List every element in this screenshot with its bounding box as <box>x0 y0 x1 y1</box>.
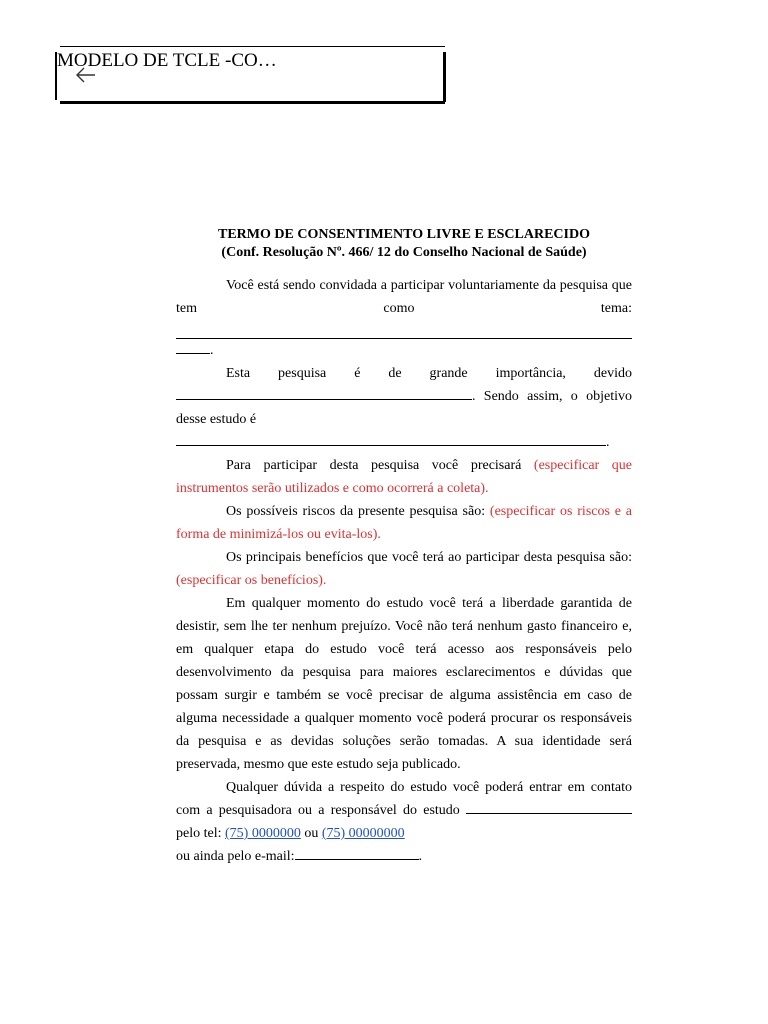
paragraph-6: Em qualquer momento do estudo você terá a liberdade garantida de desistir, sem lhe ter nenhum prejuízo. Você não terá nenhum gasto financeiro e, em qualquer etapa do estudo você terá acesso aos responsáveis pelo desenvolvimento da pesquisa para maiores esclarecimentos e dúvidas que possam surgir e também se você precisar de alguma assistência em caso de alguma necessidade a qualquer momento você poderá procurar os responsáveis da pesquisa e as devidas soluções serão tomadas. A sua identidade será preservada, mesmo que este estudo seja publicado. <box>176 596 632 772</box>
paragraph-7: Qualquer dúvida a respeito do estudo você poderá entrar em contato com a pesquisadora ou a responsável do estudo pelo tel: (75) 0000000 ou (75) 00000000 <box>176 780 632 841</box>
theme-blank-short <box>176 339 210 354</box>
p2-text-a: Esta pesquisa é de grande importância, devido <box>226 366 632 381</box>
document-title-header: MODELO DE TCLE -CO… <box>57 50 277 71</box>
reason-blank <box>176 385 472 400</box>
responsible-blank <box>466 799 632 814</box>
theme-blank-line-end: . <box>176 339 632 362</box>
consent-document <box>176 226 632 868</box>
paragraph-5: Os principais benefícios que você terá ao participar desta pesquisa são: (especificar os benefícios). <box>176 550 632 588</box>
p2-text-b: . Sendo assim, o objetivo desse estudo é <box>176 389 632 427</box>
phone-link-2[interactable]: (75) 00000000 <box>321 826 405 841</box>
objective-blank-line: . <box>176 431 632 454</box>
paragraph-4: Os possíveis riscos da presente pesquisa são: (especificar os riscos e a forma de minimizá-los ou evita-los). <box>176 504 632 542</box>
theme-blank-line <box>176 320 632 339</box>
paragraph-3: Para participar desta pesquisa você precisará (especificar que instrumentos serão utilizados e como ocorrerá a coleta). <box>176 458 632 496</box>
header-bottom-rule <box>60 101 445 104</box>
doc-title: TERMO DE CONSENTIMENTO LIVRE E ESCLARECIDO <box>218 227 590 242</box>
phone-link-1[interactable]: (75) 0000000 <box>225 826 301 841</box>
paragraph-2 <box>176 362 632 431</box>
email-line: ou ainda pelo e-mail: . <box>176 845 632 868</box>
document-header <box>55 46 445 104</box>
paragraph-1 <box>176 274 632 320</box>
instruction-instruments: (especificar que instrumentos serão utilizados e como ocorrerá a coleta). <box>176 458 632 496</box>
doc-subtitle: (Conf. Resolução Nº. 466/ 12 do Conselho Nacional de Saúde) <box>221 245 587 260</box>
arrow-left-icon[interactable] <box>75 66 97 84</box>
email-blank <box>295 845 419 860</box>
p1-text: Você está sendo convidada a participar voluntariamente da pesquisa que tem como tema: <box>176 278 632 316</box>
instruction-risks: (especificar os riscos e a forma de minimizá-los ou evita-los). <box>176 504 632 542</box>
objective-blank <box>176 431 606 446</box>
header-right-rule <box>443 52 446 102</box>
header-top-rule <box>60 46 445 47</box>
instruction-benefits: (especificar os benefícios). <box>176 573 327 588</box>
